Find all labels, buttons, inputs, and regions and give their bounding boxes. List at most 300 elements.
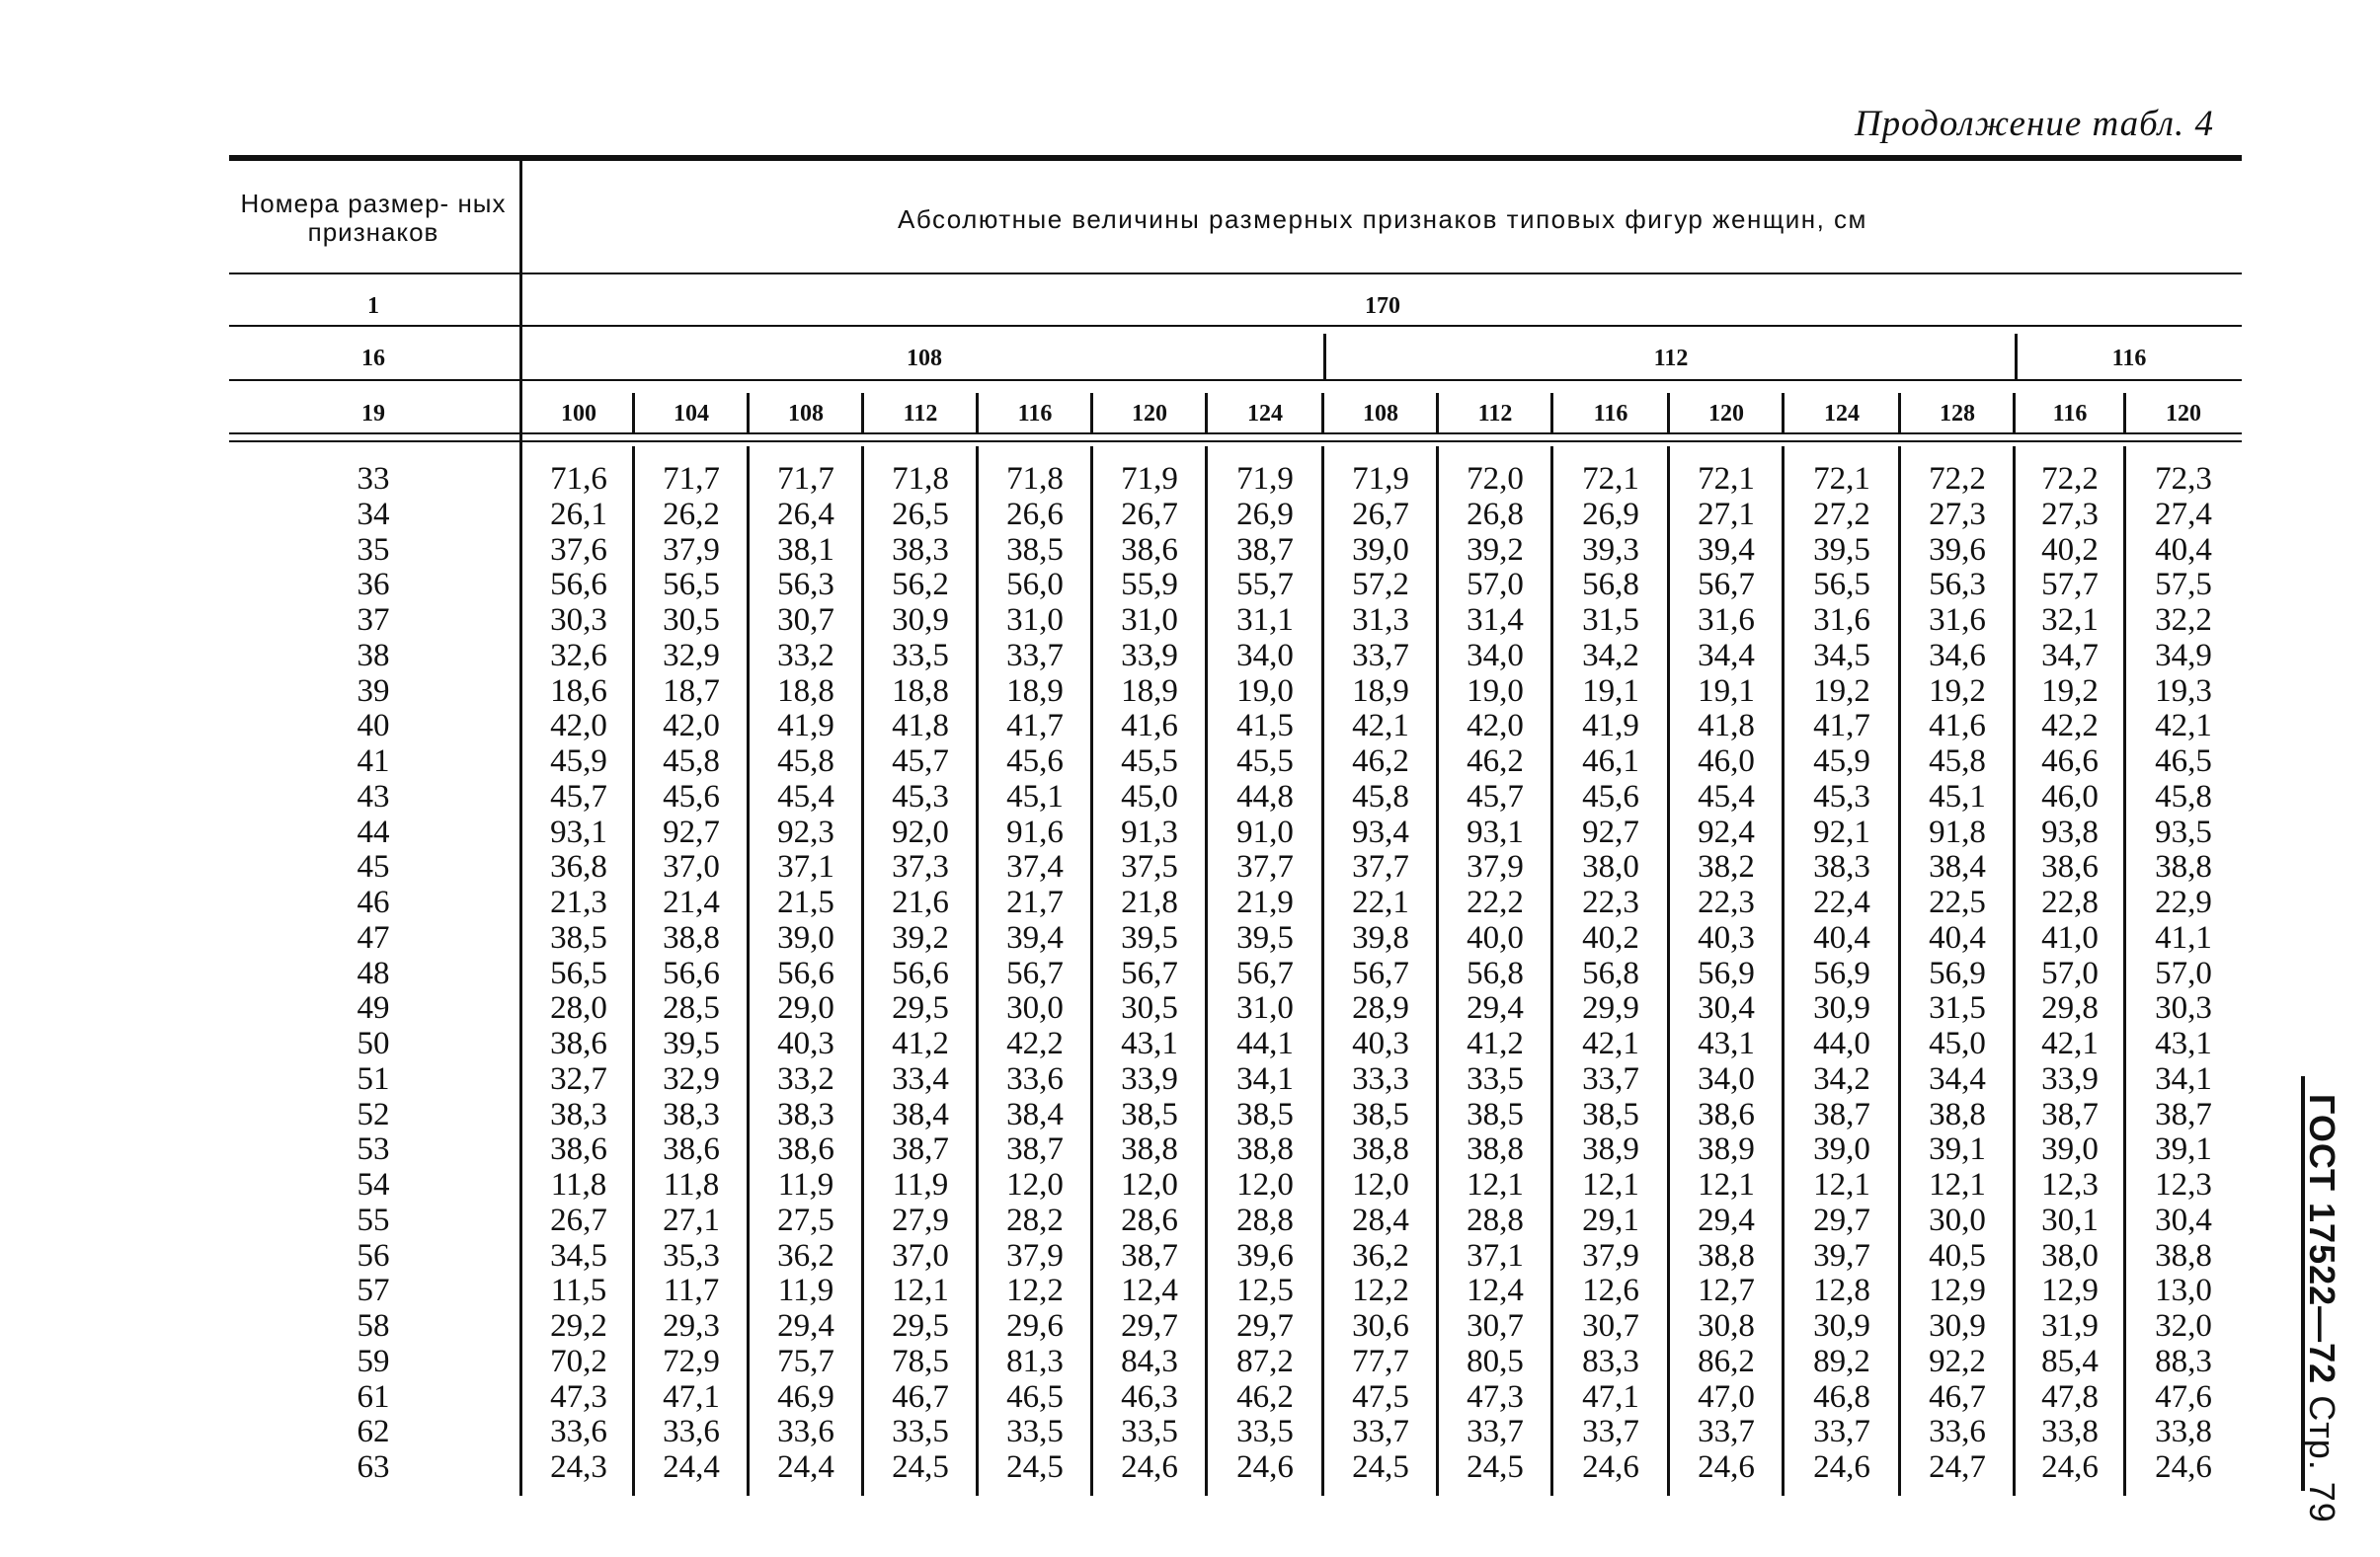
table-cell: 34,0 [1698,1060,1755,1097]
subheader-divider [632,393,635,432]
table-cell: 32,7 [550,1060,607,1097]
data-column [1552,462,1669,1486]
table-cell: 12,0 [1236,1167,1294,1203]
table-cell: 33,2 [777,637,834,673]
table-cell: 38,8 [2155,1237,2212,1274]
table-cell: 18,6 [550,672,607,709]
table-cell: 11,7 [663,1273,720,1309]
subheader-cell: 100 [561,401,596,427]
table-cell: 45,3 [892,778,949,815]
table-cell: 26,9 [1582,496,1639,532]
table-cell: 39,0 [2041,1131,2099,1168]
table-cell: 56,5 [663,567,720,603]
table-cell: 21,7 [1006,885,1064,920]
subheader-divider [2013,393,2016,432]
table-cell: 45,8 [1352,778,1409,815]
size-feature-number-header: Номера размер- ных признаков [240,189,507,247]
table-cell: 34,0 [1236,637,1294,673]
table-cell: 12,8 [1813,1273,1870,1309]
table-cell: 45,9 [1813,743,1870,779]
table-cell: 33,7 [1467,1414,1524,1450]
table-cell: 33,5 [892,1414,949,1450]
continuation-label: Продолжение табл. 4 [1854,104,2214,144]
row-label: 54 [357,1167,390,1203]
table-cell: 45,6 [1582,778,1639,815]
table-cell: 37,7 [1236,849,1294,886]
table-cell: 24,5 [1352,1449,1409,1485]
header-group-108: 108 [907,346,942,371]
table-cell: 34,0 [1467,637,1524,673]
table-cell: 33,3 [1352,1060,1409,1097]
subheader-cell: 120 [1708,401,1744,427]
table-cell: 71,8 [1006,461,1064,497]
table-cell: 12,2 [1006,1273,1064,1309]
table-cell: 72,3 [2155,461,2212,497]
table-cell: 31,1 [1236,602,1294,638]
table-cell: 31,3 [1352,602,1409,638]
table-cell: 37,0 [663,849,720,886]
table-cell: 45,7 [1467,778,1524,815]
table-cell: 42,1 [1582,1026,1639,1061]
table-cell: 29,3 [663,1308,720,1344]
data-column [978,462,1092,1486]
data-column [1784,462,1900,1486]
table-cell: 30,5 [663,602,720,638]
table-cell: 38,6 [1698,1096,1755,1132]
table-cell: 26,9 [1236,496,1294,532]
row-label: 49 [357,990,390,1027]
table-cell: 40,3 [1352,1026,1409,1061]
table-cell: 26,2 [663,496,720,532]
table-cell: 45,8 [663,743,720,779]
table-cell: 37,9 [1006,1237,1064,1274]
table-cell: 12,1 [1698,1167,1755,1203]
table-cell: 39,8 [1352,919,1409,956]
table-cell: 24,6 [2041,1449,2099,1485]
table-cell: 46,7 [892,1378,949,1415]
table-cell: 12,0 [1352,1167,1409,1203]
table-cell: 47,1 [1582,1378,1639,1415]
table-cell: 33,8 [2155,1414,2212,1450]
table-cell: 19,0 [1467,672,1524,709]
table-cell: 93,5 [2155,814,2212,850]
table-cell: 39,0 [1813,1131,1870,1168]
table-cell: 31,5 [1929,990,1986,1027]
table-cell: 38,4 [1929,849,1986,886]
table-cell: 21,6 [892,885,949,920]
table-cell: 30,3 [550,602,607,638]
table-cell: 34,9 [2155,637,2212,673]
table-cell: 41,2 [892,1026,949,1061]
table-cell: 29,2 [550,1308,607,1344]
table-cell: 19,0 [1236,672,1294,709]
row-label: 44 [357,814,390,850]
table-cell: 29,4 [1698,1202,1755,1238]
table-cell: 45,8 [2155,778,2212,815]
table-cell: 33,7 [1352,1414,1409,1450]
table-cell: 33,7 [1582,1414,1639,1450]
table-cell: 31,6 [1698,602,1755,638]
table-cell: 12,3 [2155,1167,2212,1203]
table-cell: 42,0 [1467,708,1524,744]
table-cell: 18,9 [1121,672,1178,709]
table-cell: 72,1 [1582,461,1639,497]
table-cell: 91,0 [1236,814,1294,850]
subheader-cell: 120 [2166,401,2201,427]
table-cell: 56,7 [1698,567,1755,603]
subheader-cell: 112 [903,401,938,427]
table-cell: 41,0 [2041,919,2099,956]
table-cell: 45,8 [777,743,834,779]
table-cell: 39,5 [663,1026,720,1061]
table-cell: 39,0 [777,919,834,956]
table-cell: 55,9 [1121,567,1178,603]
table-cell: 31,6 [1929,602,1986,638]
table-cell: 89,2 [1813,1343,1870,1379]
table-cell: 43,1 [1121,1026,1178,1061]
table-cell: 18,8 [892,672,949,709]
table-cell: 33,7 [1352,637,1409,673]
table-cell: 37,0 [892,1237,949,1274]
table-cell: 42,2 [2041,708,2099,744]
table-cell: 33,5 [1236,1414,1294,1450]
table-cell: 27,4 [2155,496,2212,532]
table-cell: 28,9 [1352,990,1409,1027]
table-cell: 93,4 [1352,814,1409,850]
table-cell: 19,2 [2041,672,2099,709]
table-cell: 24,6 [1582,1449,1639,1485]
table-cell: 11,8 [663,1167,720,1203]
table-cell: 31,0 [1121,602,1178,638]
table-cell: 32,9 [663,637,720,673]
table-cell: 11,9 [892,1167,949,1203]
table-cell: 40,4 [2155,531,2212,568]
subheader-cell: 116 [1593,401,1628,427]
table-cell: 56,8 [1582,955,1639,991]
table-cell: 32,9 [663,1060,720,1097]
table-cell: 22,9 [2155,885,2212,920]
table-cell: 38,7 [2155,1096,2212,1132]
subheader-cell: 124 [1824,401,1860,427]
table-cell: 41,7 [1813,708,1870,744]
table-cell: 22,8 [2041,885,2099,920]
table-cell: 46,9 [777,1378,834,1415]
row-label: 37 [357,602,390,638]
row-label: 50 [357,1026,390,1061]
table-cell: 27,1 [1698,496,1755,532]
table-cell: 39,5 [1236,919,1294,956]
row-label: 36 [357,567,390,603]
table-cell: 12,1 [1813,1167,1870,1203]
row-label: 35 [357,531,390,568]
table-cell: 41,6 [1929,708,1986,744]
table-cell: 27,1 [663,1202,720,1238]
table-cell: 34,6 [1929,637,1986,673]
table-cell: 56,6 [777,955,834,991]
table-cell: 56,8 [1582,567,1639,603]
table-cell: 18,9 [1006,672,1064,709]
table-cell: 37,9 [663,531,720,568]
table-cell: 57,0 [2155,955,2212,991]
table-cell: 12,3 [2041,1167,2099,1203]
table-cell: 29,7 [1236,1308,1294,1344]
row-label: 51 [357,1060,390,1097]
table-cell: 46,3 [1121,1378,1178,1415]
row-label: 34 [357,496,390,532]
row-label: 55 [357,1202,390,1238]
table-cell: 43,1 [2155,1026,2212,1061]
table-cell: 33,2 [777,1060,834,1097]
data-column [1092,462,1207,1486]
table-cell: 71,8 [892,461,949,497]
group-divider [2015,334,2018,379]
data-column [1207,462,1323,1486]
table-cell: 39,5 [1813,531,1870,568]
data-column [634,462,749,1486]
table-cell: 41,5 [1236,708,1294,744]
table-cell: 26,7 [550,1202,607,1238]
table-cell: 31,6 [1813,602,1870,638]
table-cell: 19,2 [1929,672,1986,709]
table-cell: 32,2 [2155,602,2212,638]
table-cell: 22,2 [1467,885,1524,920]
table-cell: 12,4 [1121,1273,1178,1309]
table-cell: 37,9 [1467,849,1524,886]
table-cell: 12,7 [1698,1273,1755,1309]
table-cell: 30,3 [2155,990,2212,1027]
table-cell: 71,7 [663,461,720,497]
table-cell: 38,8 [2155,849,2212,886]
row-label: 45 [357,849,390,886]
table-cell: 56,9 [1813,955,1870,991]
table-cell: 57,7 [2041,567,2099,603]
table-cell: 24,6 [1813,1449,1870,1485]
table-cell: 41,9 [777,708,834,744]
table-cell: 72,2 [1929,461,1986,497]
table-cell: 30,7 [1582,1308,1639,1344]
table-cell: 33,7 [1698,1414,1755,1450]
table-cell: 71,9 [1121,461,1178,497]
table-cell: 33,7 [1006,637,1064,673]
table-cell: 41,8 [1698,708,1755,744]
table-cell: 34,1 [2155,1060,2212,1097]
table-cell: 38,8 [663,919,720,956]
table-cell: 34,5 [1813,637,1870,673]
table-cell: 45,9 [550,743,607,779]
table-cell: 13,0 [2155,1273,2212,1309]
table-cell: 56,9 [1698,955,1755,991]
header-rule [229,272,2242,274]
table-cell: 91,8 [1929,814,1986,850]
table-cell: 39,1 [1929,1131,1986,1168]
row-label: 62 [357,1414,390,1450]
table-cell: 31,0 [1006,602,1064,638]
table-cell: 33,6 [663,1414,720,1450]
table-cell: 38,5 [550,919,607,956]
table-cell: 19,1 [1582,672,1639,709]
table-cell: 40,4 [1813,919,1870,956]
table-cell: 33,9 [1121,637,1178,673]
subheader-cell: 116 [2052,401,2088,427]
data-column [1900,462,2015,1486]
table-cell: 33,9 [2041,1060,2099,1097]
standard-label: ГОСТ 17522—72 [2302,1094,2342,1385]
table-cell: 56,6 [892,955,949,991]
subheader-cell: 128 [1940,401,1975,427]
table-cell: 21,9 [1236,885,1294,920]
row-label: 53 [357,1131,390,1168]
table-cell: 33,8 [2041,1414,2099,1450]
table-cell: 45,0 [1929,1026,1986,1061]
table-cell: 41,1 [2155,919,2212,956]
table-cell: 46,0 [1698,743,1755,779]
table-cell: 29,5 [892,1308,949,1344]
table-cell: 38,7 [1006,1131,1064,1168]
table-cell: 29,9 [1582,990,1639,1027]
table-cell: 45,6 [663,778,720,815]
table-cell: 37,1 [777,849,834,886]
table-cell: 33,4 [892,1060,949,1097]
table-cell: 12,6 [1582,1273,1639,1309]
table-cell: 37,5 [1121,849,1178,886]
table-cell: 45,4 [777,778,834,815]
table-cell: 31,9 [2041,1308,2099,1344]
subheader-divider [1090,393,1093,432]
table-cell: 12,1 [1582,1167,1639,1203]
table-cell: 12,2 [1352,1273,1409,1309]
table-cell: 92,3 [777,814,834,850]
row-label: 43 [357,778,390,815]
table-cell: 12,1 [1467,1167,1524,1203]
table-cell: 21,4 [663,885,720,920]
table-cell: 45,7 [550,778,607,815]
table-cell: 92,7 [1582,814,1639,850]
table-cell: 22,1 [1352,885,1409,920]
table-cell: 30,9 [892,602,949,638]
table-cell: 39,7 [1813,1237,1870,1274]
table-cell: 28,2 [1006,1202,1064,1238]
table-cell: 38,8 [1467,1131,1524,1168]
table-cell: 44,0 [1813,1026,1870,1061]
table-cell: 45,3 [1813,778,1870,815]
table-cell: 33,9 [1121,1060,1178,1097]
data-column [523,462,634,1486]
table-cell: 38,5 [1236,1096,1294,1132]
table-cell: 37,6 [550,531,607,568]
table-cell: 30,9 [1929,1308,1986,1344]
table-cell: 34,2 [1582,637,1639,673]
table-cell: 56,7 [1236,955,1294,991]
table-cell: 11,8 [550,1167,607,1203]
table-cell: 57,5 [2155,567,2212,603]
subheader-cell: 120 [1132,401,1167,427]
table-cell: 30,0 [1006,990,1064,1027]
header-group-112: 112 [1653,346,1689,371]
table-cell: 47,6 [2155,1378,2212,1415]
table-cell: 40,3 [1698,919,1755,956]
table-cell: 24,5 [892,1449,949,1485]
table-cell: 40,5 [1929,1237,1986,1274]
table-cell: 24,4 [777,1449,834,1485]
header-row1-left: 1 [367,293,379,319]
table-cell: 34,7 [2041,637,2099,673]
table-cell: 29,7 [1813,1202,1870,1238]
table-cell: 41,8 [892,708,949,744]
table-cell: 72,1 [1698,461,1755,497]
header-rule [229,432,2242,434]
table-cell: 55,7 [1236,567,1294,603]
header-height-value: 170 [1365,293,1400,319]
table-cell: 21,5 [777,885,834,920]
row-label: 61 [357,1378,390,1415]
table-cell: 41,9 [1582,708,1639,744]
table-cell: 91,3 [1121,814,1178,850]
table-cell: 38,9 [1698,1131,1755,1168]
standard-page-label [2301,1094,2342,1523]
table-cell: 38,8 [1236,1131,1294,1168]
table-cell: 33,5 [1006,1414,1064,1450]
table-cell: 24,6 [1236,1449,1294,1485]
table-cell: 71,6 [550,461,607,497]
table-cell: 77,7 [1352,1343,1409,1379]
table-cell: 39,2 [1467,531,1524,568]
table-cell: 38,0 [1582,849,1639,886]
table-cell: 24,4 [663,1449,720,1485]
table-cell: 37,3 [892,849,949,886]
table-cell: 29,0 [777,990,834,1027]
table-cell: 38,3 [1813,849,1870,886]
table-cell: 30,8 [1698,1308,1755,1344]
row-label: 41 [357,743,390,779]
row-label: 38 [357,637,390,673]
table-cell: 19,3 [2155,672,2212,709]
table-cell: 26,6 [1006,496,1064,532]
table-cell: 27,5 [777,1202,834,1238]
table-cell: 28,0 [550,990,607,1027]
subheader-divider [1898,393,1901,432]
subheader-divider [1321,393,1324,432]
table-cell: 36,2 [777,1237,834,1274]
table-cell: 38,3 [550,1096,607,1132]
table-cell: 36,8 [550,849,607,886]
table-cell: 39,1 [2155,1131,2212,1168]
table-cell: 22,4 [1813,885,1870,920]
table-cell: 38,7 [2041,1096,2099,1132]
table-cell: 11,9 [777,1273,834,1309]
header-rule [229,379,2242,381]
table-cell: 56,5 [1813,567,1870,603]
table-cell: 12,9 [2041,1273,2099,1309]
table-cell: 24,3 [550,1449,607,1485]
table-cell: 21,8 [1121,885,1178,920]
table-cell: 34,2 [1813,1060,1870,1097]
table-cell: 45,7 [892,743,949,779]
table-cell: 38,5 [1467,1096,1524,1132]
table-cell: 38,0 [2041,1237,2099,1274]
table-cell: 47,0 [1698,1378,1755,1415]
table-cell: 38,3 [892,531,949,568]
table-cell: 42,1 [1352,708,1409,744]
table-cell: 24,7 [1929,1449,1986,1485]
table-cell: 72,0 [1467,461,1524,497]
label-column-divider [519,161,522,1496]
table-cell: 56,3 [1929,567,1986,603]
table-cell: 39,6 [1236,1237,1294,1274]
table-cell: 34,4 [1929,1060,1986,1097]
table-cell: 29,6 [1006,1308,1064,1344]
table-cell: 45,5 [1236,743,1294,779]
table-cell: 12,1 [1929,1167,1986,1203]
